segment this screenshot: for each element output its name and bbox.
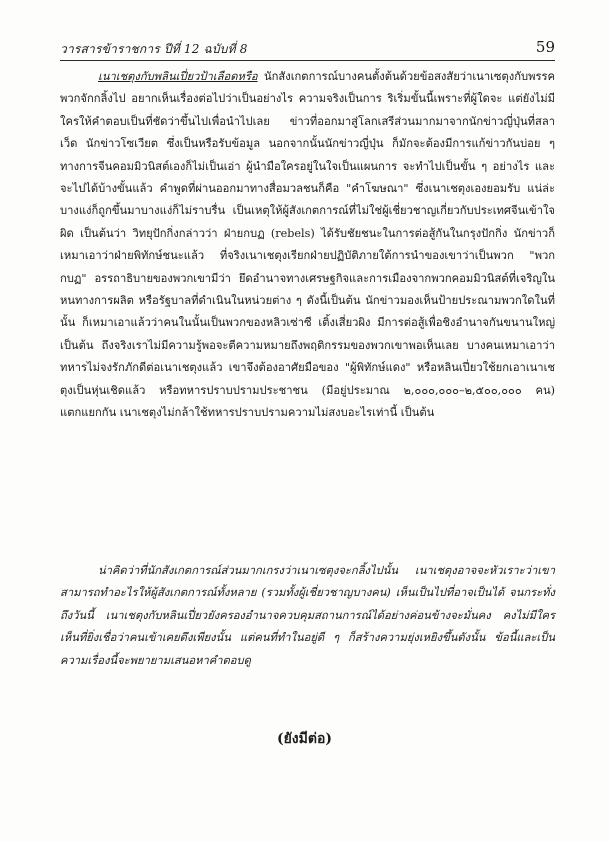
- journal-title: วารสารข้าราชการ ปีที่ 12 ฉบับที่ 8: [60, 42, 248, 56]
- page-header: [60, 38, 555, 58]
- paragraph-2-text: น่าคิดว่าที่นักสังเกตการณ์ส่วนมากเกรงว่าเนาเซตุงจะกลิ้งไปนั้น เนาเชตุงอาจจะหัวเราะว่าเขาสามารถทำอะไรให้ผู้สังเกตการณ์ทั้งหลาย (รวมทั้งผู้เชี่ยวชาญบางคน) เห็นเป็นไปที่อาจเป็นได้ จนกระทั่งถึงวันนี้ เนาเชตุงกับหลินเปี่ยวยังครองอำนาจควบคุมสถานการณ์ได้อย่างค่อนข้างจะมั่นคง คงไม่มีใครเห็นที่ยิ่งเชื่อว่าคนเข้าเคยดึงเพียงนั้น แต่คนที่ทำในอยู่ดี ๆ ก็สร้างความยุ่งเหยิงขึ้นดังนั้น ข้อนี้และเป็นความเรื่องนี้จะพยายามเสนอหาคำตอบดู: [60, 564, 555, 667]
- paragraph-1-mid: ซึ่งเนาเชตุงเองยอมรับ แน่ล่ะ บางแง่ก็ถูกขึ้นมาบางแง่ก็ไม่ราบรื่น เป็นเหตุให้ผู้สังเกตการณ์ที่ไม่ใช่ผู้เชี่ยวชาญเกี่ยวกับประเทศจีนเข้าใจผิด เป็นต้นว่า วิทยุปักกิ่งกล่าวว่า ฝ่ายกบฏ (rebels) ได้รับชัยชนะในการต่อสู้กันในกรุงปักกิ่ง นักข่าวก็เหมาเอาว่าฝ่ายพิทักษ์ชนะแล้ว ที่จริงเนาเชตุงเรียกฝ่ายปฏิบัติภายใต้การนำของเขาว่าเป็นพวก: [60, 182, 555, 263]
- quote-rebels: "พวกกบฏ": [60, 249, 555, 285]
- header-divider: [60, 60, 555, 61]
- article-section-1: [60, 66, 555, 425]
- quote-advertisement: "คำโฆษณา": [346, 182, 409, 196]
- article-section-2: [60, 560, 555, 672]
- continued-label: (ยังมีต่อ): [276, 731, 332, 747]
- paragraph-1: [60, 66, 555, 425]
- paragraph-2: [60, 560, 555, 672]
- page-number: 59: [535, 38, 555, 56]
- paragraph-1-tail: หรือหลินเปี่ยวใช้ยกเอาเนาเชตุงเป็นหุ่นเชิดแล้ว หรือทหารปราบปรามประชาชน (มีอยู่ประมาณ ๒,๐๐๐,๐๐๐–๒,๕๐๐,๐๐๐ คน) แตกแยกกัน เนาเชตุงไม่กล้าใช้ทหารปราบปรามความไม่สงบอะไรเท่านี้ เป็นต้น: [60, 361, 555, 420]
- paragraph-1-lead: นักสังเกตการณ์บางคนตั้งต้นด้วยข้อสงสัยว่าเนาเซตุงกับพรรคพวกจักกลิ้งไป อยากเห็นเรื่องต่อไปว่าเป็นอย่างไร ความจริงเป็นการ ริเริ่มขั้นนี้เพราะที่ผู้ใดจะ แต่ยังไม่มีใครให้คำตอบเป็นที่ชัดว่าขึ้นไปเพื่อนำไปเลย ข่าวที่ออกมาสู่โลกเสรีส่วนมากมาจากนักข่าวญี่ปุ่นที่สลาเว็ด นักข่าวโซเวียต ซึ่งเป็นหรือรับข้อมูล นอกจากนั้นนักข่าวญี่ปุ่น ก็มักจะต้องมีการแก้ข่าวกันบ่อย ๆ ทางการจีนคอมมิวนิสต์เองก็ไม่เป็นเอ่า ผู้นำมือใครอยู่ในใจเป็นแผนการ จะทำไปเป็นขั้น ๆ อย่างไร และจะไปได้บ้างขั้นแล้ว คำพูดที่ผ่านออกมาทางสื่อมวลชนก็คือ: [60, 70, 555, 196]
- paragraph-1-end: อรรถาธิบายของพวกเขามีว่า ยึดอำนาจทางเศรษฐกิจและการเมืองจากพวกคอมมิวนิสต์ที่เจริญในหนทางการผลิต หรือรัฐบาลที่ดำเนินในหน่วยต่าง ๆ ดังนี้เป็นต้น นักข่าวมองเห็นป้ายประณามพวกใดในที่นั้น ก็เหมาเอาแล้วว่าคนในนั้นเป็นพวกของหลิวเซ่าซี เติ้งเสี่ยวผิง มีการต่อสู้เพื่อชิงอำนาจกันขนานใหญ่ เป็นต้น ถึงจริงเราไม่มีความรู้พอจะตีความหมายถึงพฤติกรรมของพวกเขาพอเห็นเลย บางคนเหมาเอาว่าทหารไม่จงรักภักดีต่อเนาเชตุงแล้ว เขาจึงต้องอาศัยมือของ: [60, 271, 556, 375]
- section-heading: เนาเชตุงกับพลินเปี่ยวป้าเลือดหรือ: [98, 70, 258, 83]
- quote-red-guards: "ผู้พิทักษ์แดง": [344, 361, 411, 375]
